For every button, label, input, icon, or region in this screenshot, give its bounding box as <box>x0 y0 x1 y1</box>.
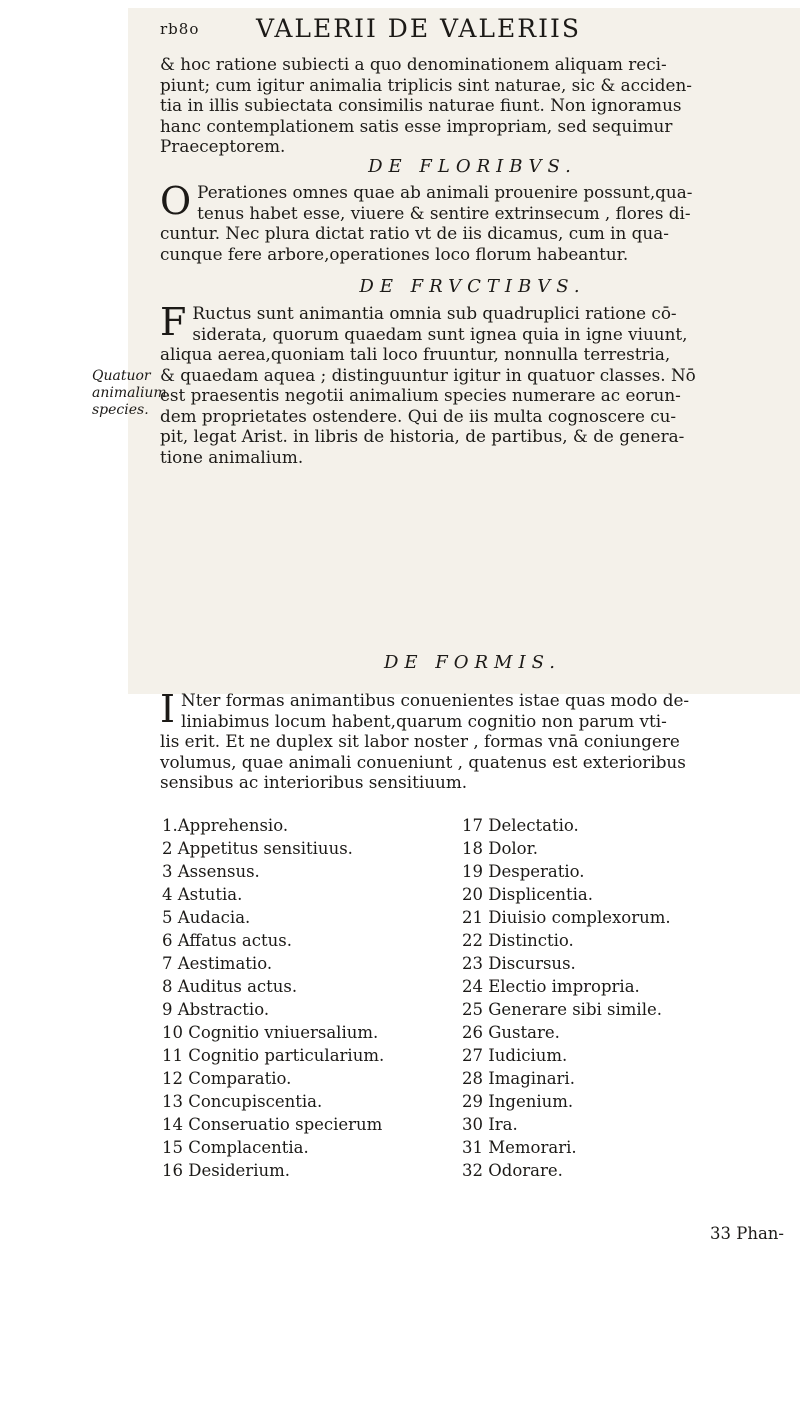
section-fructibus <box>160 300 785 467</box>
list-item: 12 Comparatio. <box>162 1069 292 1088</box>
text-line: Perationes omnes quae ab animali prouenire possunt,qua- <box>197 182 693 202</box>
list-item: 2 Appetitus sensitiuus. <box>162 839 353 858</box>
list-item: 9 Abstractio. <box>162 1000 270 1019</box>
margin-note: Quatuor animalium species. <box>92 368 167 418</box>
list-item: 15 Complacentia. <box>162 1138 309 1157</box>
text-line: lis erit. Et ne duplex sit labor noster , formas vnā coniungere <box>160 731 680 751</box>
list-item: 14 Conseruatio specierum <box>162 1115 383 1134</box>
list-item: 22 Distinctio. <box>462 931 574 950</box>
list-item: 20 Displicentia. <box>462 885 593 904</box>
text-line: siderata, quorum quaedam sunt ignea quia in igne viuunt, <box>192 323 688 344</box>
text-line: & hoc ratione subiecti a quo denominationem aliquam reci- <box>160 54 667 74</box>
section-floribus <box>160 179 785 264</box>
text-line: & quaedam aquea ; distinguuntur igitur in quatuor classes. Nō <box>160 364 696 385</box>
list-item: 25 Generare sibi simile. <box>462 1000 662 1019</box>
text-line: tenus habet esse, viuere & sentire extrinsecum , flores di- <box>197 202 691 223</box>
list-item: 17 Delectatio. <box>462 816 579 835</box>
list-item: 6 Affatus actus. <box>162 931 292 950</box>
list-item: 16 Desiderium. <box>162 1161 290 1180</box>
running-title: VALERII DE VALERIIS <box>256 14 581 43</box>
text-line: hanc contemplationem satis esse impropriam, sed sequimur <box>160 115 673 136</box>
text-line: Ructus sunt animantia omnia sub quadruplici ratione cō- <box>192 303 677 323</box>
text-line: pit, legat Arist. in libris de historia, de partibus, & de genera- <box>160 426 685 446</box>
list-item: 4 Astutia. <box>162 885 243 904</box>
list-item: 8 Auditus actus. <box>162 977 298 996</box>
list-item: 5 Audacia. <box>162 908 251 927</box>
list-item: 28 Imaginari. <box>462 1069 575 1088</box>
text-line: piunt; cum igitur animalia triplicis sint naturae, sic & acciden- <box>160 74 692 95</box>
text-line: est praesentis negotii animalium species numerare ac eorun- <box>160 385 681 405</box>
page-header <box>160 14 720 48</box>
list-column-left <box>162 814 432 1182</box>
drop-cap: F <box>160 300 187 344</box>
text-line: Praeceptorem. <box>160 136 286 156</box>
list-item: 18 Dolor. <box>462 839 538 858</box>
section-heading-formis: DE FORMIS. <box>383 652 562 673</box>
drop-cap: O <box>160 179 192 223</box>
text-line: Nter formas animantibus conuenientes istae quas modo de- <box>181 690 690 710</box>
list-item: 3 Assensus. <box>162 862 260 881</box>
text-line: liniabimus locum habent,quarum cognitio non parum vti- <box>181 710 667 731</box>
page-number: rb8o <box>160 20 200 38</box>
list-item: 30 Ira. <box>462 1115 518 1134</box>
text-line: sensibus ac interioribus sensitiuum. <box>160 772 468 792</box>
list-item: 24 Electio impropria. <box>462 977 640 996</box>
text-line: tione animalium. <box>160 446 304 467</box>
text-line: tia in illis subiectata consimilis naturae fiunt. Non ignoramus <box>160 95 682 115</box>
list-item: 11 Cognitio particularium. <box>162 1046 385 1065</box>
list-item: 7 Aestimatio. <box>162 954 273 973</box>
list-item: 26 Gustare. <box>462 1023 560 1042</box>
list-item: 29 Ingenium. <box>462 1092 574 1111</box>
section-heading-fructibus: DE FRVCTIBVS. <box>359 276 586 297</box>
text-line: volumus, quae animali conueniunt , quatenus est exterioribus <box>160 751 686 772</box>
list-item: 32 Odorare. <box>462 1161 563 1180</box>
section-formis <box>160 687 785 793</box>
text-line: dem proprietates ostendere. Qui de iis multa cognoscere cu- <box>160 405 677 426</box>
list-item: 10 Cognitio vniuersalium. <box>162 1023 379 1042</box>
text-line: cuntur. Nec plura dictat ratio vt de iis dicamus, cum in qua- <box>160 223 669 243</box>
intro-paragraph <box>160 54 785 157</box>
list-item: 31 Memorari. <box>462 1138 577 1157</box>
list-item: 27 Iudicium. <box>462 1046 568 1065</box>
list-item: 1.Apprehensio. <box>162 816 289 835</box>
list-item: 13 Concupiscentia. <box>162 1092 323 1111</box>
drop-cap: I <box>160 687 176 731</box>
list-item: 19 Desperatio. <box>462 862 585 881</box>
text-line: aliqua aerea,quoniam tali loco fruuntur, nonnulla terrestria, <box>160 344 671 364</box>
list-column-right <box>462 814 732 1182</box>
text-line: cunque fere arbore,operationes loco florum habeantur. <box>160 243 629 264</box>
list-item: 23 Discursus. <box>462 954 576 973</box>
section-heading-floribus: DE FLORIBVS. <box>368 156 577 177</box>
list-item: 21 Diuisio complexorum. <box>462 908 671 927</box>
catchword: 33 Phan- <box>710 1224 785 1243</box>
